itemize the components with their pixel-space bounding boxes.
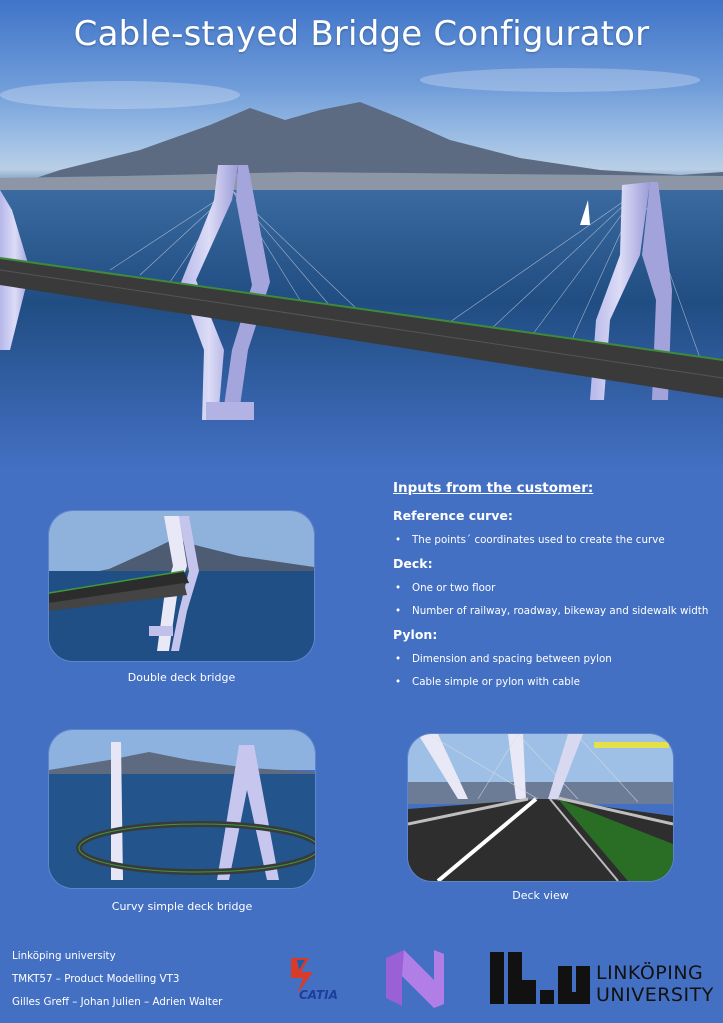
- list-item: • The points´ coordinates used to create the curve: [393, 534, 718, 546]
- deck-view-caption: Deck view: [512, 889, 569, 902]
- visual-studio-logo: [382, 946, 448, 1010]
- inputs-heading: Inputs from the customer:: [393, 480, 594, 496]
- list-item: • One or two floor: [393, 582, 718, 594]
- section-title-reference-curve: Reference curve:: [393, 508, 513, 523]
- catia-label: CATIA: [299, 988, 338, 1002]
- bridge-hero-illustration: [0, 0, 723, 470]
- double-deck-caption: Double deck bridge: [127, 671, 236, 684]
- list-item: • Cable simple or pylon with cable: [393, 676, 718, 688]
- catia-logo: [283, 950, 353, 1005]
- list-item: • Dimension and spacing between pylon: [393, 653, 718, 665]
- footer-authors: Gilles Greff – Johan Julien – Adrien Walter: [12, 996, 223, 1008]
- page-title: Cable-stayed Bridge Configurator: [73, 14, 650, 54]
- deck-view-image: [408, 734, 673, 881]
- liu-label-line1: LINKÖPING: [596, 962, 704, 984]
- customer-inputs: [393, 480, 718, 688]
- section-title-pylon: Pylon:: [393, 627, 438, 642]
- list-item: • Number of railway, roadway, bikeway and sidewalk width: [393, 605, 718, 617]
- liu-label-line2: UNIVERSITY: [596, 984, 714, 1006]
- footer-course: TMKT57 – Product Modelling VT3: [12, 973, 180, 985]
- hero-image: [0, 0, 723, 470]
- double-deck-image: [49, 511, 314, 661]
- section-title-deck: Deck:: [393, 556, 433, 571]
- liu-logo: [490, 950, 715, 1010]
- footer-university: Linköping university: [12, 950, 116, 962]
- curvy-deck-image: [49, 730, 315, 888]
- curvy-deck-caption: Curvy simple deck bridge: [111, 900, 253, 913]
